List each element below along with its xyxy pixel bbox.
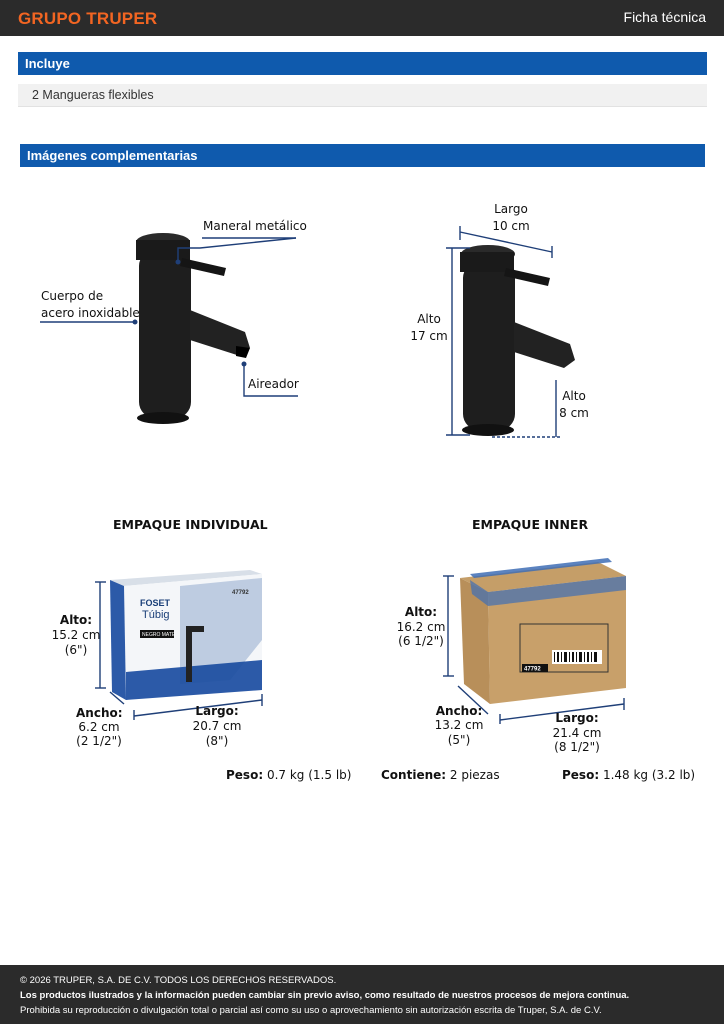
label-aerator: Aireador (248, 377, 299, 391)
label-body-line2: acero inoxidable (41, 306, 140, 320)
ind-height-in: (6") (64, 643, 88, 657)
box-brand-text: FOSET (140, 598, 171, 608)
label-length-value: 10 cm (492, 219, 530, 233)
inn-contents-value: 2 piezas (449, 768, 500, 782)
inn-weight (562, 768, 695, 782)
individual-pack-image (110, 570, 262, 700)
inn-contents (381, 768, 500, 782)
ind-length-label: Largo: (195, 704, 239, 718)
footer-copyright: © 2026 TRUPER, S.A. DE C.V. TODOS LOS DERECHOS RESERVADOS. (20, 975, 337, 986)
faucet-parts-image (136, 233, 250, 424)
label-body-line1: Cuerpo de (41, 289, 104, 303)
inner-box-code-text: 47792 (524, 666, 541, 673)
document-type-label: Ficha técnica (623, 9, 706, 25)
inn-length-in: (8 1/2") (554, 740, 600, 754)
footer (0, 965, 724, 1024)
ind-height-label: Alto: (59, 613, 93, 627)
ind-weight-label: Peso: (226, 768, 264, 782)
ind-width-label: Ancho: (76, 706, 123, 720)
ind-weight-value: 0.7 kg (1.5 lb) (266, 768, 352, 782)
individual-pack-title: EMPAQUE INDIVIDUAL (113, 517, 268, 532)
box-line-text: Túbig (142, 609, 170, 621)
inner-pack-image (460, 558, 626, 704)
includes-item: 2 Mangueras flexibles (18, 84, 707, 107)
brand-logo: GRUPO TRUPER (18, 9, 158, 28)
ind-length-in: (8") (205, 734, 229, 748)
includes-section-header: Incluye (18, 52, 707, 75)
inner-pack-title: EMPAQUE INNER (472, 517, 589, 532)
label-spout-height: Alto (562, 389, 586, 403)
label-height: Alto (417, 312, 441, 326)
label-height-value: 17 cm (410, 329, 448, 343)
label-spout-height-value: 8 cm (559, 406, 589, 420)
inn-length-cm: 21.4 cm (552, 726, 602, 740)
images-section-header: Imágenes complementarias (20, 144, 705, 167)
label-handle: Maneral metálico (203, 219, 307, 233)
box-color-text: NEGRO MATE (142, 632, 176, 638)
inn-height-in: (6 1/2") (398, 634, 444, 648)
inn-height-cm: 16.2 cm (396, 620, 446, 634)
inn-width-label: Ancho: (435, 704, 483, 718)
inn-width-in: (5") (447, 733, 471, 747)
inn-length-label: Largo: (555, 711, 599, 725)
inn-weight-label: Peso: (562, 768, 600, 782)
box-code-text: 47792 (232, 590, 249, 596)
ind-weight (226, 768, 351, 782)
inn-height-label: Alto: (404, 605, 438, 619)
footer-notice: Los productos ilustrados y la información pueden cambiar sin previo aviso, como resultado de nuestros procesos de mejora continua. (20, 990, 630, 1001)
ind-width-cm: 6.2 cm (78, 720, 120, 734)
ind-width-in: (2 1/2") (76, 734, 122, 748)
ind-height-cm: 15.2 cm (51, 628, 101, 642)
inn-contents-label: Contiene: (381, 768, 447, 782)
label-length: Largo (494, 202, 528, 216)
inn-width-cm: 13.2 cm (434, 718, 484, 732)
ind-length-cm: 20.7 cm (192, 719, 242, 733)
inn-weight-value: 1.48 kg (3.2 lb) (602, 768, 696, 782)
footer-prohibition: Prohibida su reproducción o divulgación total o parcial así como su uso o aprovechamiento sin autorización escrita de Truper, S.A. de C.V. (20, 1005, 602, 1016)
